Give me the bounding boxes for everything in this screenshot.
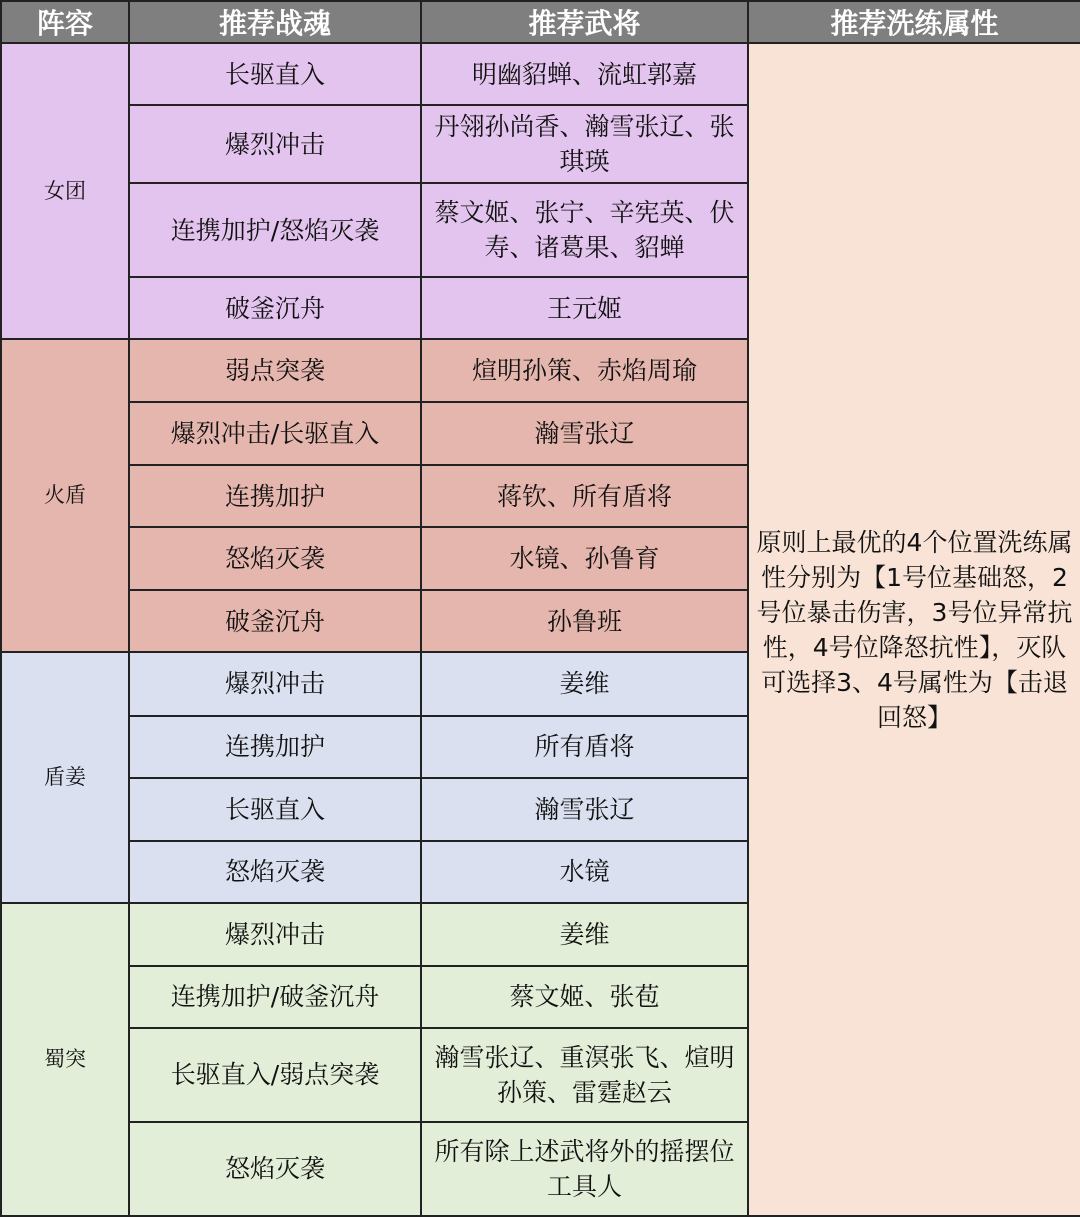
generals-cell: 丹翎孙尚香、瀚雪张辽、张琪瑛 — [421, 105, 748, 183]
generals-cell: 姜维 — [421, 903, 748, 966]
soul-cell: 弱点突袭 — [129, 339, 421, 402]
generals-cell: 瀚雪张辽 — [421, 402, 748, 465]
soul-cell: 长驱直入 — [129, 43, 421, 105]
header-soul: 推荐战魂 — [129, 1, 421, 43]
soul-cell: 连携加护/破釜沉舟 — [129, 966, 421, 1028]
table-row — [1, 43, 1080, 105]
header-generals: 推荐武将 — [421, 1, 748, 43]
generals-cell: 瀚雪张辽、重溟张飞、煊明孙策、雷霆赵云 — [421, 1028, 748, 1122]
soul-cell: 爆烈冲击 — [129, 903, 421, 966]
soul-cell: 爆烈冲击 — [129, 105, 421, 183]
generals-cell: 煊明孙策、赤焰周瑜 — [421, 339, 748, 402]
generals-cell: 孙鲁班 — [421, 590, 748, 652]
soul-cell: 怒焰灭袭 — [129, 1122, 421, 1216]
generals-cell: 水镜、孙鲁育 — [421, 527, 748, 590]
soul-cell: 怒焰灭袭 — [129, 841, 421, 903]
header-lineup: 阵容 — [1, 1, 129, 43]
generals-cell: 蔡文姬、张宁、辛宪英、伏寿、诸葛果、貂蝉 — [421, 183, 748, 277]
soul-cell: 长驱直入/弱点突袭 — [129, 1028, 421, 1122]
soul-cell: 爆烈冲击/长驱直入 — [129, 402, 421, 465]
generals-cell: 水镜 — [421, 841, 748, 903]
soul-cell: 连携加护 — [129, 465, 421, 527]
lineup-cell-shutu: 蜀突 — [1, 903, 129, 1216]
soul-cell: 长驱直入 — [129, 778, 421, 841]
lineup-cell-huodun: 火盾 — [1, 339, 129, 652]
generals-cell: 蔡文姬、张苞 — [421, 966, 748, 1028]
generals-cell: 所有盾将 — [421, 716, 748, 778]
header-refine-attributes: 推荐洗练属性 — [748, 1, 1080, 43]
lineup-cell-dunjiang: 盾姜 — [1, 652, 129, 902]
generals-cell: 姜维 — [421, 652, 748, 715]
generals-cell: 蒋钦、所有盾将 — [421, 465, 748, 527]
soul-cell: 连携加护/怒焰灭袭 — [129, 183, 421, 277]
soul-cell: 破釜沉舟 — [129, 277, 421, 339]
header-row — [1, 1, 1080, 43]
soul-cell: 怒焰灭袭 — [129, 527, 421, 590]
soul-cell: 爆烈冲击 — [129, 652, 421, 715]
lineup-cell-nvtuan: 女团 — [1, 43, 129, 339]
generals-cell: 明幽貂蝉、流虹郭嘉 — [421, 43, 748, 105]
generals-cell: 所有除上述武将外的摇摆位工具人 — [421, 1122, 748, 1216]
generals-cell: 瀚雪张辽 — [421, 778, 748, 841]
refine-attributes-note: 原则上最优的4个位置洗练属性分别为【1号位基础怒，2号位暴击伤害，3号位异常抗性，4号位降怒抗性】，灭队可选择3、4号属性为【击退回怒】 — [748, 43, 1080, 1216]
soul-cell: 破釜沉舟 — [129, 590, 421, 652]
generals-cell: 王元姬 — [421, 277, 748, 339]
soul-cell: 连携加护 — [129, 716, 421, 778]
